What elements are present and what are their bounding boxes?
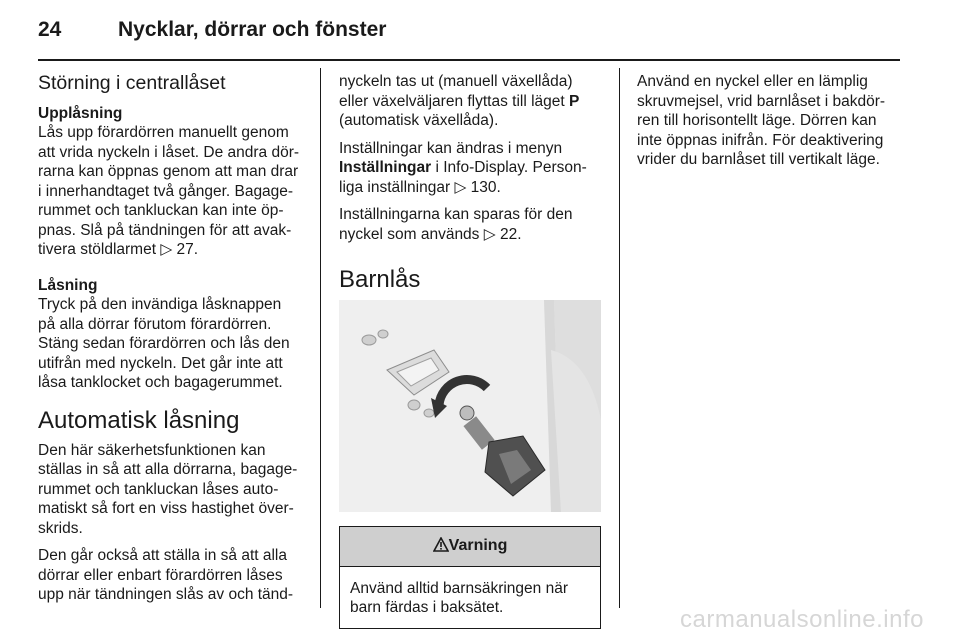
auto-paragraph-2 bbox=[38, 546, 303, 605]
child-lock-instructions bbox=[637, 72, 902, 170]
spacer bbox=[38, 268, 303, 276]
child-lock-drawing bbox=[339, 300, 601, 512]
warning-body bbox=[340, 567, 600, 628]
text-line: ren till horisontellt läge. Dörren kan bbox=[637, 112, 877, 129]
section-title-automatic-locking: Automatisk låsning bbox=[38, 406, 240, 434]
text-line: rarna kan öppnas genom att man drar bbox=[38, 163, 299, 180]
column-divider-1 bbox=[320, 68, 321, 608]
text-line: barn färdas i baksätet. bbox=[350, 599, 504, 616]
text-line: låsa tanklocket och bagagerummet. bbox=[38, 374, 283, 391]
text-line: i Info-Display. Person- bbox=[431, 159, 587, 176]
warning-header bbox=[340, 527, 600, 567]
text-line: i innerhandtaget två gånger. Bagage- bbox=[38, 182, 294, 200]
text-line: ställas in så att alla dörrarna, bagage- bbox=[38, 461, 298, 478]
text-line: Den går också att ställa in så att alla bbox=[38, 547, 287, 564]
text-line: skrids. bbox=[38, 519, 83, 537]
text-line: eller växelväljaren flyttas till läget bbox=[339, 92, 570, 110]
text-line: vrider du barnlåset till vertikalt läge. bbox=[637, 151, 880, 168]
settings-menu-name: Inställningar bbox=[339, 159, 432, 176]
text-line: på alla dörrar förutom förardörren. bbox=[38, 315, 272, 333]
text-line: skruvmejsel, vrid barnlåset i bakdör- bbox=[637, 92, 886, 110]
column-1 bbox=[38, 72, 303, 613]
gear-position-p: P bbox=[569, 92, 580, 110]
column-2 bbox=[339, 72, 601, 629]
key-settings-paragraph bbox=[339, 205, 601, 244]
warning-triangle-icon bbox=[433, 537, 449, 552]
text-line: Använd en nyckel eller en lämplig bbox=[637, 73, 868, 90]
unlock-paragraph bbox=[38, 123, 303, 260]
warning-title: Varning bbox=[448, 537, 508, 554]
text-line: Använd alltid barnsäkringen när bbox=[350, 579, 568, 597]
text-line: Tryck på den invändiga låsknappen bbox=[38, 296, 282, 313]
text-line: Inställningarna kan sparas för den bbox=[339, 206, 573, 223]
text-line: Stäng sedan förardörren och lås den bbox=[38, 335, 290, 352]
section-title-child-lock: Barnlås bbox=[339, 266, 421, 293]
subheading-unlock: Upplåsning bbox=[38, 104, 123, 122]
text-line: nyckel som används ▷ 22. bbox=[339, 225, 522, 243]
page-number: 24 bbox=[38, 18, 62, 41]
text-line: att vrida nyckeln i låset. De andra dör- bbox=[38, 143, 300, 161]
text-line: pnas. Slå på tändningen för att avak- bbox=[38, 221, 292, 239]
text-line: rummet och tankluckan kan inte öp- bbox=[38, 202, 284, 219]
watermark: carmanualsonline.info bbox=[680, 606, 924, 633]
header-rule bbox=[38, 59, 900, 61]
text-line: utifrån med nyckeln. Det går inte att bbox=[38, 354, 283, 372]
text-line: dörrar eller enbart förardörren låses bbox=[38, 566, 283, 584]
page-title: Nycklar, dörrar och fönster bbox=[118, 18, 387, 41]
text-line: matiskt så fort en viss hastighet över- bbox=[38, 500, 294, 517]
settings-paragraph bbox=[339, 139, 601, 198]
text-line: (automatisk växellåda). bbox=[339, 112, 499, 129]
text-line: inte öppnas inifrån. För deaktivering bbox=[637, 131, 884, 149]
text-line: tivera stöldlarmet ▷ 27. bbox=[38, 241, 199, 258]
column-divider-2 bbox=[619, 68, 620, 608]
auto-paragraph-1 bbox=[38, 441, 303, 539]
text-line: Lås upp förardörren manuellt genom bbox=[38, 124, 289, 141]
lock-paragraph bbox=[38, 295, 303, 393]
column-3 bbox=[637, 72, 902, 178]
subheading-lock: Låsning bbox=[38, 276, 98, 294]
child-lock-illustration bbox=[339, 300, 601, 512]
text-line: Den här säkerhetsfunktionen kan bbox=[38, 441, 266, 459]
text-line: nyckeln tas ut (manuell växellåda) bbox=[339, 73, 573, 90]
section-title-central-lock-fault: Störning i centrallåset bbox=[38, 72, 226, 94]
gear-paragraph bbox=[339, 72, 601, 131]
text-line: liga inställningar ▷ 130. bbox=[339, 178, 501, 196]
page-header bbox=[38, 18, 386, 42]
warning-box bbox=[339, 526, 601, 629]
text-line: Inställningar kan ändras i menyn bbox=[339, 139, 563, 157]
text-line: rummet och tankluckan låses auto- bbox=[38, 480, 279, 498]
text-line: upp när tändningen slås av och tänd- bbox=[38, 586, 294, 603]
